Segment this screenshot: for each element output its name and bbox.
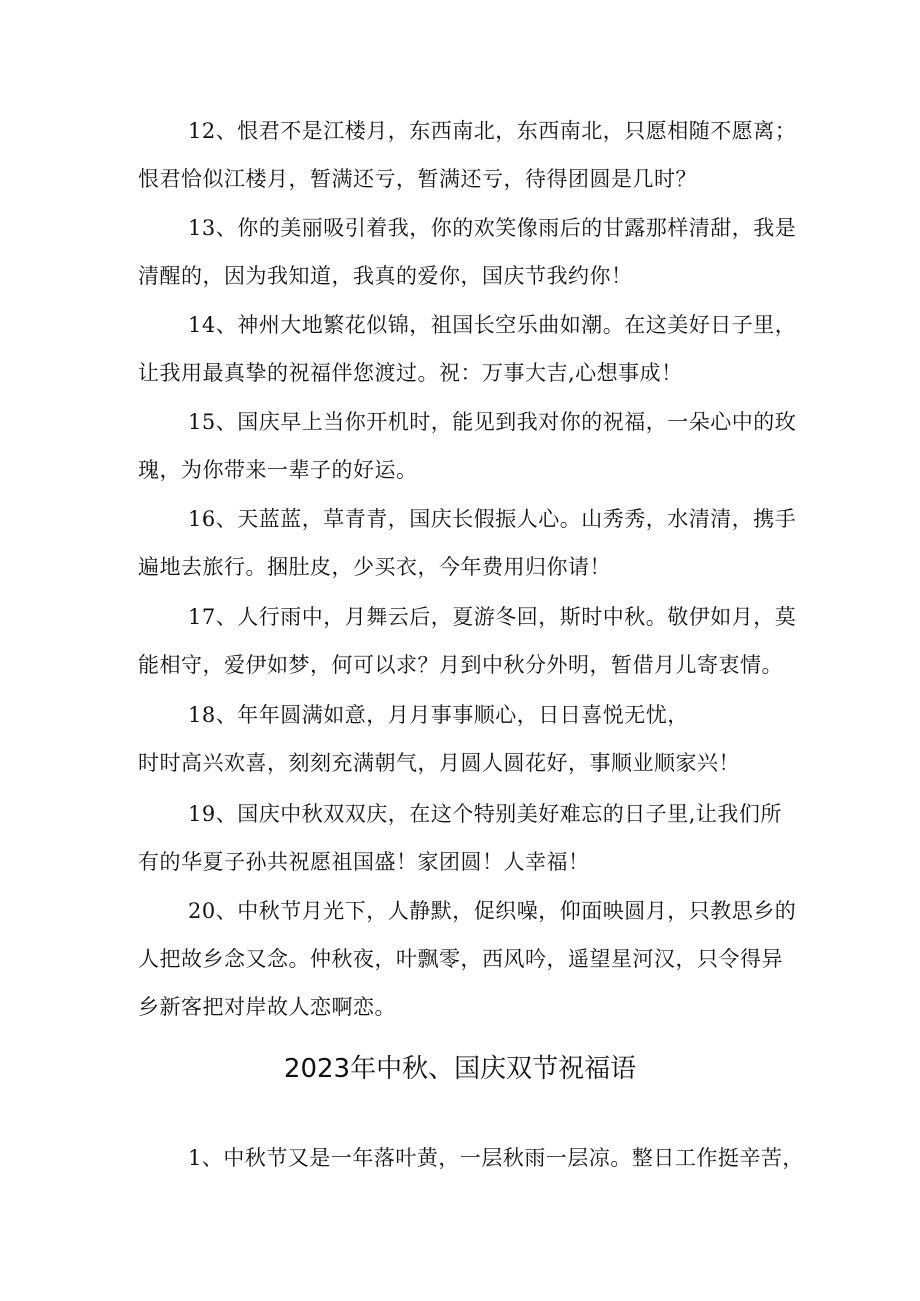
paragraph-line: 1、中秋节又是一年落叶黄，一层秋雨一层凉。整日工作挺辛苦， <box>188 1146 804 1170</box>
paragraph-19 <box>138 790 808 886</box>
paragraph-20 <box>138 887 808 1031</box>
paragraph-18 <box>138 691 808 787</box>
paragraph-line: 13、你的美丽吸引着我，你的欢笑像雨后的甘露那样清甜，我是 <box>188 216 797 240</box>
paragraph-16 <box>138 495 808 591</box>
paragraph-line: 14、神州大地繁花似锦，祖国长空乐曲如潮。在这美好日子里， <box>188 313 797 337</box>
paragraph-12 <box>138 107 808 203</box>
paragraph-17 <box>138 593 808 689</box>
paragraph-line: 时时高兴欢喜，刻刻充满朝气，月圆人圆花好，事顺业顺家兴！ <box>138 751 740 775</box>
paragraph-line: 15、国庆早上当你开机时，能见到我对你的祝福，一朵心中的玫 <box>188 410 797 434</box>
paragraph-line: 12、恨君不是江楼月，东西南北，东西南北，只愿相随不愿离； <box>188 119 797 143</box>
paragraph-line: 让我用最真挚的祝福伴您渡过。祝：万事大吉,心想事成！ <box>138 361 683 385</box>
paragraph-line: 乡新客把对岸故人恋啊恋。 <box>138 995 396 1019</box>
paragraph-13 <box>138 204 808 300</box>
paragraph-line: 清醒的，因为我知道，我真的爱你，国庆节我约你！ <box>138 264 633 288</box>
section-paragraph-1 <box>138 1134 808 1182</box>
section-title: 2023年中秋、国庆双节祝福语 <box>283 1054 637 1084</box>
paragraph-line: 瑰，为你带来一辈子的好运。 <box>138 458 418 482</box>
paragraph-line: 遍地去旅行。捆肚皮，少买衣，今年费用归你请！ <box>138 555 611 579</box>
paragraph-line: 17、人行雨中，月舞云后，夏游冬回，斯时中秋。敬伊如月，莫 <box>188 605 797 629</box>
paragraph-line: 人把故乡念又念。仲秋夜，叶飘零，西风吟，遥望星河汉，只令得异 <box>138 947 783 971</box>
paragraph-14 <box>138 301 808 397</box>
paragraph-line: 20、中秋节月光下，人静默，促织噪，仰面映圆月，只教思乡的 <box>188 899 797 923</box>
paragraph-line: 恨君恰似江楼月，暂满还亏，暂满还亏，待得团圆是几时？ <box>138 167 697 191</box>
paragraph-line: 19、国庆中秋双双庆，在这个特别美好难忘的日子里,让我们所 <box>188 802 782 826</box>
paragraph-line: 有的华夏子孙共祝愿祖国盛！家团圆！人幸福！ <box>138 850 590 874</box>
paragraph-15 <box>138 398 808 494</box>
paragraph-line: 能相守，爱伊如梦，何可以求？月到中秋分外明，暂借月儿寄衷情。 <box>138 653 783 677</box>
paragraph-line: 16、天蓝蓝，草青青，国庆长假振人心。山秀秀，水清清，携手 <box>188 507 797 531</box>
paragraph-line: 18、年年圆满如意，月月事事顺心，日日喜悦无忧， <box>188 703 689 727</box>
